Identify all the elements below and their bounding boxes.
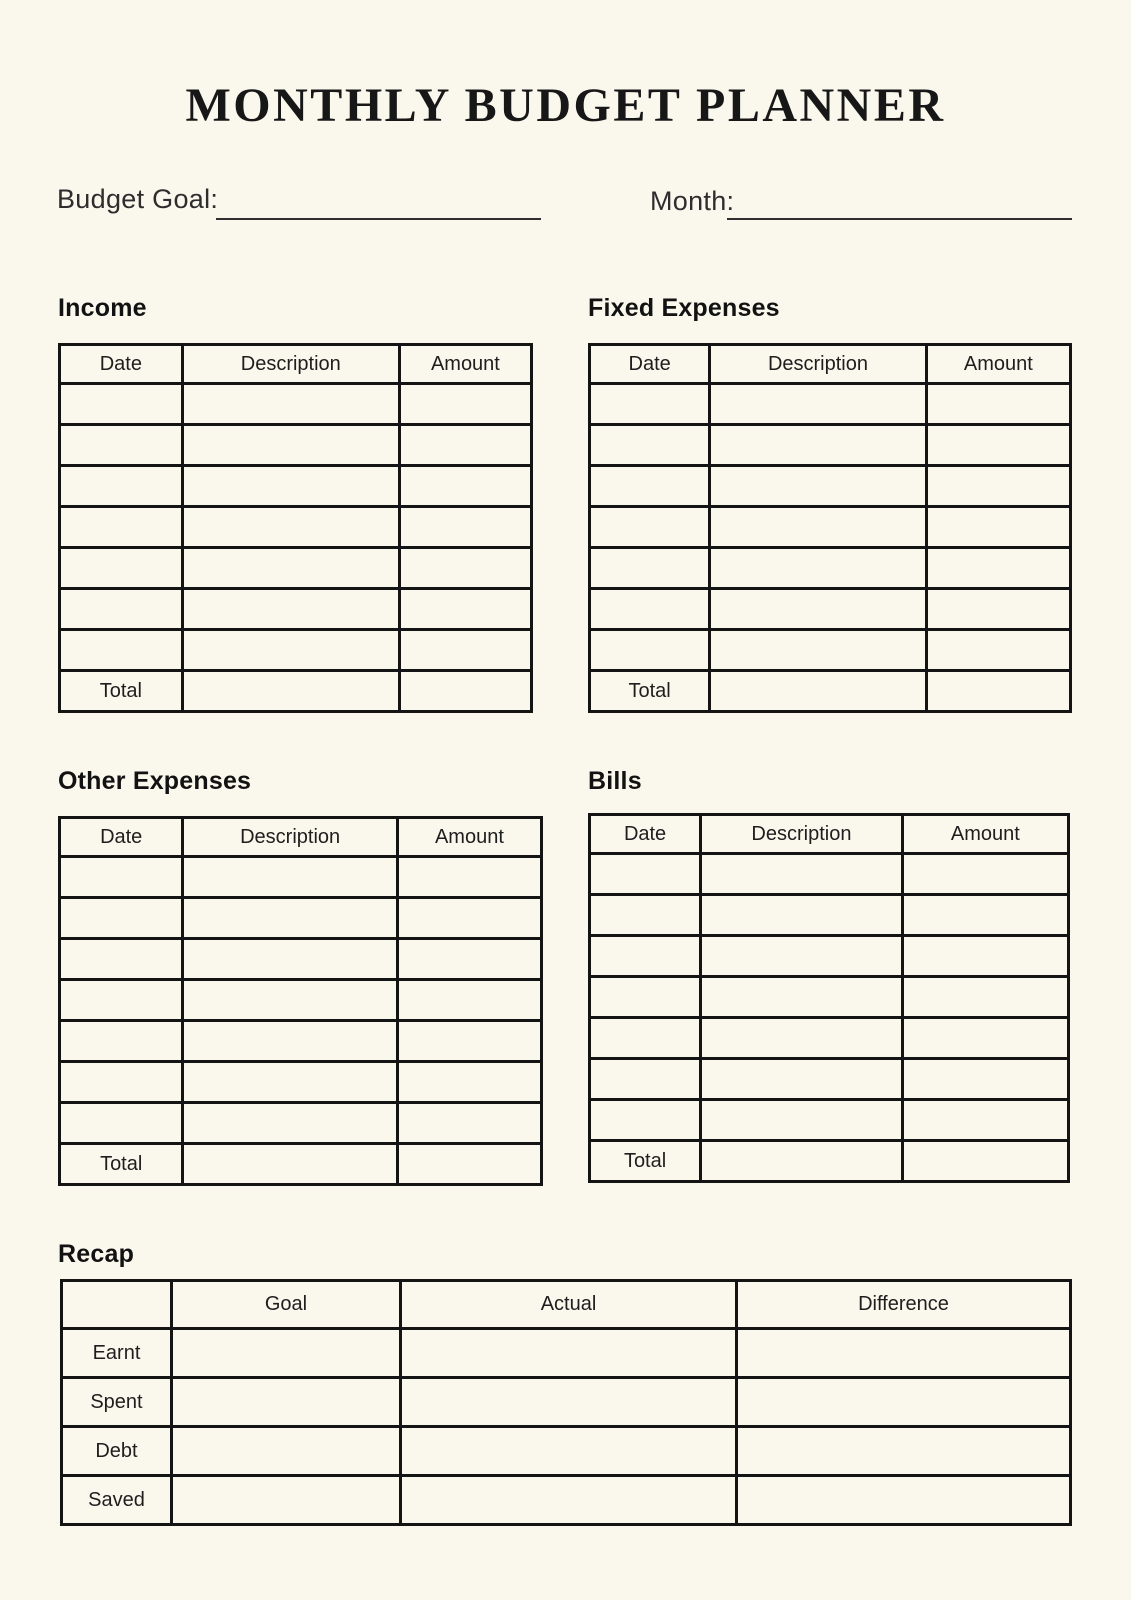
empty-cell[interactable] (710, 425, 926, 466)
empty-cell[interactable] (590, 630, 710, 671)
empty-cell[interactable] (902, 1018, 1068, 1059)
total-description-cell[interactable] (701, 1141, 903, 1182)
empty-cell[interactable] (590, 548, 710, 589)
empty-cell[interactable] (902, 1059, 1068, 1100)
empty-cell[interactable] (710, 548, 926, 589)
empty-cell[interactable] (590, 936, 701, 977)
empty-cell[interactable] (902, 977, 1068, 1018)
section-title-fixed-expenses: Fixed Expenses (588, 294, 780, 322)
table-row (60, 507, 532, 548)
recap-row-label: Earnt (62, 1329, 172, 1378)
empty-cell[interactable] (590, 507, 710, 548)
empty-cell[interactable] (590, 1059, 701, 1100)
empty-cell[interactable] (182, 548, 399, 589)
total-label-cell: Total (60, 1144, 183, 1185)
recap-row-label: Debt (62, 1427, 172, 1476)
empty-cell[interactable] (399, 589, 531, 630)
recap-row-debt (62, 1427, 1071, 1476)
empty-cell[interactable] (590, 854, 701, 895)
empty-cell[interactable] (926, 630, 1070, 671)
empty-cell[interactable] (60, 425, 183, 466)
recap-header-row (62, 1281, 1071, 1329)
empty-cell[interactable] (399, 384, 531, 425)
empty-cell[interactable] (399, 507, 531, 548)
column-header-amount: Amount (926, 345, 1070, 384)
table-row (60, 857, 542, 898)
empty-cell[interactable] (590, 895, 701, 936)
empty-cell[interactable] (590, 977, 701, 1018)
empty-cell[interactable] (926, 384, 1070, 425)
empty-cell[interactable] (60, 939, 183, 980)
recap-cell[interactable] (171, 1476, 400, 1525)
empty-cell[interactable] (182, 507, 399, 548)
section-title-income: Income (58, 294, 147, 322)
column-header-description: Description (182, 345, 399, 384)
recap-cell[interactable] (171, 1427, 400, 1476)
table-row (590, 548, 1071, 589)
empty-cell[interactable] (701, 1100, 903, 1141)
table-row (60, 1103, 542, 1144)
table-row (590, 507, 1071, 548)
empty-cell[interactable] (926, 548, 1070, 589)
empty-cell[interactable] (60, 1062, 183, 1103)
empty-cell[interactable] (590, 1100, 701, 1141)
empty-cell[interactable] (710, 466, 926, 507)
empty-cell[interactable] (60, 980, 183, 1021)
recap-corner-cell (62, 1281, 172, 1329)
recap-row-label: Saved (62, 1476, 172, 1525)
month-input-line[interactable] (727, 218, 1072, 220)
empty-cell[interactable] (590, 466, 710, 507)
empty-cell[interactable] (926, 425, 1070, 466)
recap-column-actual: Actual (401, 1281, 737, 1329)
table-row (590, 630, 1071, 671)
column-header-description: Description (710, 345, 926, 384)
column-header-date: Date (60, 818, 183, 857)
empty-cell[interactable] (60, 548, 183, 589)
total-row (590, 1141, 1069, 1182)
section-title-other-expenses: Other Expenses (58, 767, 252, 795)
empty-cell[interactable] (710, 589, 926, 630)
table-row (590, 1059, 1069, 1100)
total-description-cell[interactable] (710, 671, 926, 712)
empty-cell[interactable] (710, 507, 926, 548)
empty-cell[interactable] (60, 589, 183, 630)
empty-cell[interactable] (701, 936, 903, 977)
page-title: MONTHLY BUDGET PLANNER (185, 79, 946, 132)
fixed-expenses-table (588, 343, 1072, 713)
table-row (60, 898, 542, 939)
column-header-amount: Amount (399, 345, 531, 384)
column-header-description: Description (701, 815, 903, 854)
recap-cell[interactable] (737, 1476, 1071, 1525)
table-row (60, 630, 532, 671)
recap-cell[interactable] (401, 1329, 737, 1378)
empty-cell[interactable] (183, 939, 397, 980)
table-row (60, 589, 532, 630)
empty-cell[interactable] (590, 1018, 701, 1059)
empty-cell[interactable] (926, 466, 1070, 507)
table-row (60, 939, 542, 980)
table-row (590, 977, 1069, 1018)
empty-cell[interactable] (183, 898, 397, 939)
empty-cell[interactable] (902, 854, 1068, 895)
empty-cell[interactable] (60, 857, 183, 898)
table-row (60, 548, 532, 589)
empty-cell[interactable] (60, 507, 183, 548)
empty-cell[interactable] (397, 857, 541, 898)
recap-cell[interactable] (171, 1329, 400, 1378)
column-header-amount: Amount (902, 815, 1068, 854)
empty-cell[interactable] (183, 857, 397, 898)
table-row (60, 425, 532, 466)
empty-cell[interactable] (183, 1021, 397, 1062)
empty-cell[interactable] (60, 630, 183, 671)
total-label-cell: Total (590, 1141, 701, 1182)
empty-cell[interactable] (399, 630, 531, 671)
empty-cell[interactable] (183, 1062, 397, 1103)
column-header-date: Date (590, 345, 710, 384)
total-description-cell[interactable] (183, 1144, 397, 1185)
empty-cell[interactable] (926, 507, 1070, 548)
empty-cell[interactable] (182, 589, 399, 630)
total-row (590, 671, 1071, 712)
total-label-cell: Total (60, 671, 183, 712)
empty-cell[interactable] (590, 425, 710, 466)
column-header-date: Date (60, 345, 183, 384)
empty-cell[interactable] (397, 898, 541, 939)
column-header-description: Description (183, 818, 397, 857)
recap-cell[interactable] (401, 1378, 737, 1427)
month-label: Month: (650, 186, 735, 216)
recap-row-earnt (62, 1329, 1071, 1378)
empty-cell[interactable] (397, 980, 541, 1021)
empty-cell[interactable] (182, 630, 399, 671)
empty-cell[interactable] (182, 466, 399, 507)
empty-cell[interactable] (590, 589, 710, 630)
empty-cell[interactable] (701, 1018, 903, 1059)
empty-cell[interactable] (399, 425, 531, 466)
empty-cell[interactable] (397, 1062, 541, 1103)
budget-goal-label: Budget Goal: (57, 184, 219, 214)
table-row (590, 1018, 1069, 1059)
recap-cell[interactable] (171, 1378, 400, 1427)
bills-table (588, 813, 1070, 1183)
empty-cell[interactable] (397, 1103, 541, 1144)
empty-cell[interactable] (701, 854, 903, 895)
recap-cell[interactable] (401, 1476, 737, 1525)
table-row (590, 895, 1069, 936)
empty-cell[interactable] (902, 936, 1068, 977)
empty-cell[interactable] (399, 466, 531, 507)
table-row (590, 425, 1071, 466)
total-amount-cell[interactable] (397, 1144, 541, 1185)
empty-cell[interactable] (710, 630, 926, 671)
table-row (590, 1100, 1069, 1141)
recap-column-goal: Goal (171, 1281, 400, 1329)
budget-goal-input-line[interactable] (216, 218, 541, 220)
total-amount-cell[interactable] (926, 671, 1070, 712)
empty-cell[interactable] (902, 1100, 1068, 1141)
recap-column-difference: Difference (737, 1281, 1071, 1329)
empty-cell[interactable] (701, 895, 903, 936)
column-header-amount: Amount (397, 818, 541, 857)
total-description-cell[interactable] (182, 671, 399, 712)
recap-row-label: Spent (62, 1378, 172, 1427)
empty-cell[interactable] (926, 589, 1070, 630)
empty-cell[interactable] (60, 384, 183, 425)
recap-row-spent (62, 1378, 1071, 1427)
empty-cell[interactable] (60, 898, 183, 939)
empty-cell[interactable] (60, 466, 183, 507)
recap-row-saved (62, 1476, 1071, 1525)
empty-cell[interactable] (182, 384, 399, 425)
empty-cell[interactable] (701, 1059, 903, 1100)
empty-cell[interactable] (902, 895, 1068, 936)
recap-cell[interactable] (737, 1329, 1071, 1378)
empty-cell[interactable] (710, 384, 926, 425)
recap-cell[interactable] (737, 1427, 1071, 1476)
table-row (590, 384, 1071, 425)
empty-cell[interactable] (590, 384, 710, 425)
section-title-bills: Bills (588, 767, 642, 795)
recap-cell[interactable] (737, 1378, 1071, 1427)
header-row (60, 818, 542, 857)
table-row (60, 980, 542, 1021)
table-row (60, 466, 532, 507)
empty-cell[interactable] (182, 425, 399, 466)
total-amount-cell[interactable] (902, 1141, 1068, 1182)
empty-cell[interactable] (397, 1021, 541, 1062)
empty-cell[interactable] (60, 1103, 183, 1144)
recap-table (60, 1279, 1072, 1526)
total-amount-cell[interactable] (399, 671, 531, 712)
header-row (590, 345, 1071, 384)
total-row (60, 671, 532, 712)
empty-cell[interactable] (397, 939, 541, 980)
header-row (590, 815, 1069, 854)
table-row (60, 1062, 542, 1103)
empty-cell[interactable] (60, 1021, 183, 1062)
table-row (590, 466, 1071, 507)
table-row (590, 936, 1069, 977)
column-header-date: Date (590, 815, 701, 854)
table-row (60, 1021, 542, 1062)
empty-cell[interactable] (701, 977, 903, 1018)
recap-cell[interactable] (401, 1427, 737, 1476)
total-row (60, 1144, 542, 1185)
income-table (58, 343, 533, 713)
table-row (590, 589, 1071, 630)
empty-cell[interactable] (183, 1103, 397, 1144)
header-row (60, 345, 532, 384)
empty-cell[interactable] (399, 548, 531, 589)
table-row (590, 854, 1069, 895)
total-label-cell: Total (590, 671, 710, 712)
section-title-recap: Recap (58, 1240, 135, 1268)
empty-cell[interactable] (183, 980, 397, 1021)
other-expenses-table (58, 816, 543, 1186)
table-row (60, 384, 532, 425)
